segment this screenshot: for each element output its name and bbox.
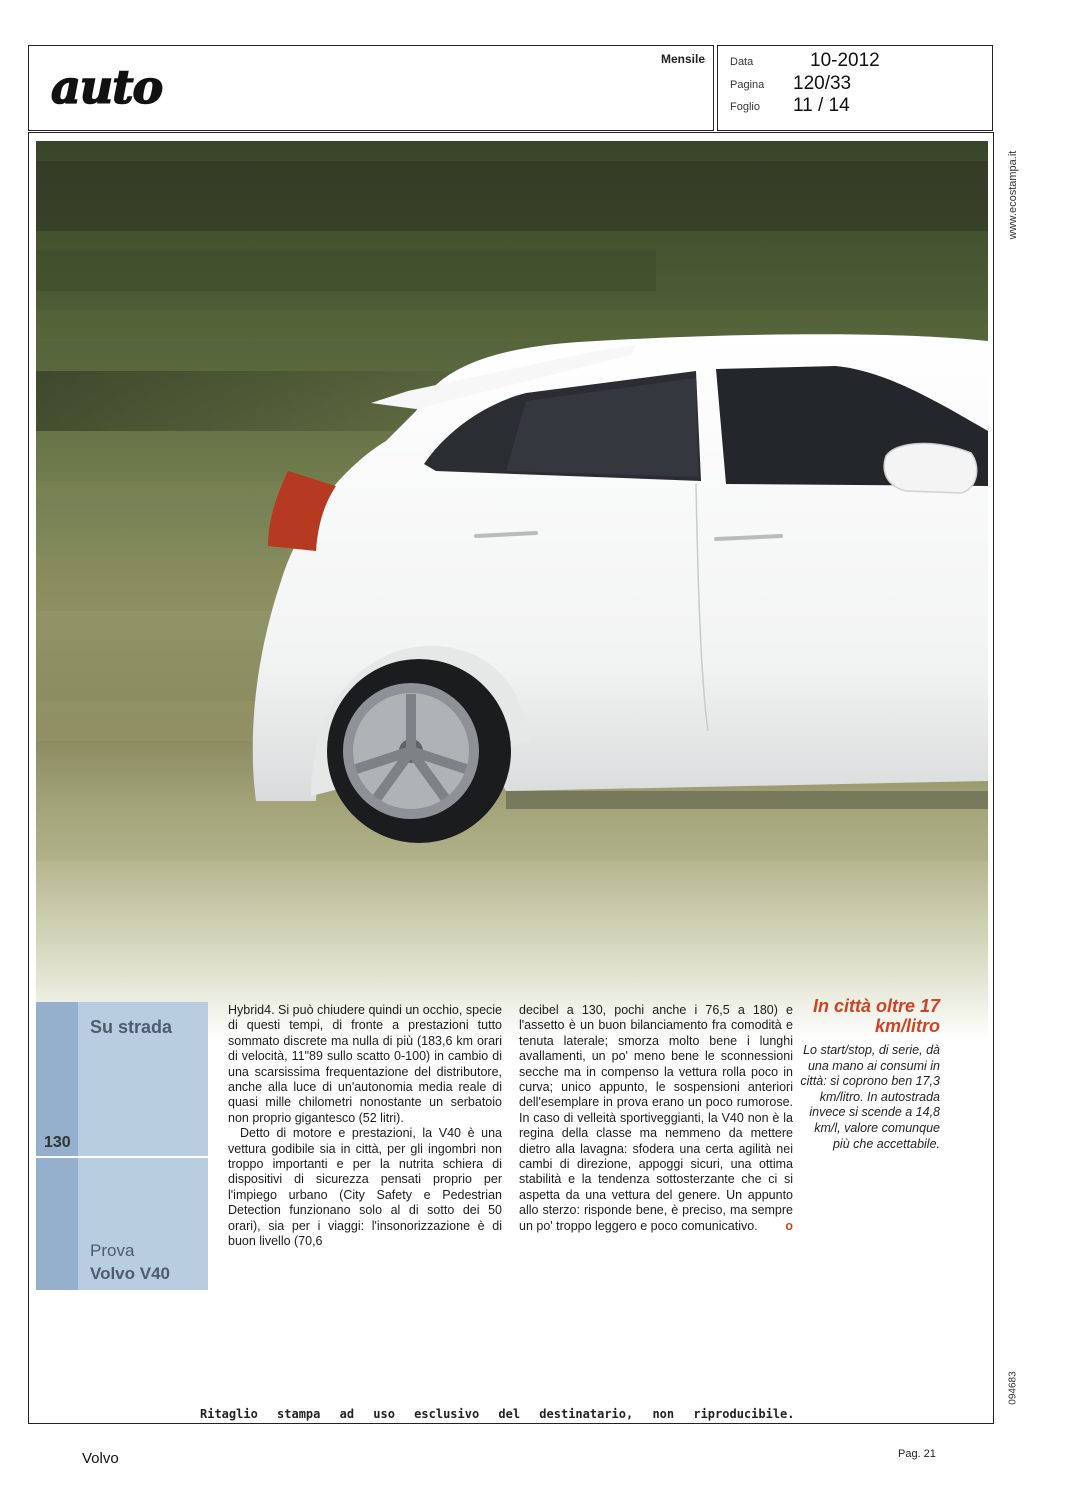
article-column-2 <box>519 1003 793 1234</box>
magazine-page-number: 130 <box>44 1134 71 1151</box>
car-photo <box>36 141 988 1041</box>
header-masthead <box>28 45 714 131</box>
meta-label: Data <box>730 56 754 68</box>
article-paragraph <box>519 1003 793 1234</box>
meta-label: Pagina <box>730 79 765 91</box>
article-paragraph-text: decibel a 130, pochi anche i 76,5 a 180) e l'assetto è un buon bilanciamento fra comodità e tenuta laterale; smorza molto bene i lunghi avallamenti, un po' meno bene le sconnessioni secche ma in compenso la vettura rolla poco in curva; unico appunto, le sospensioni anteriori dell'esemplare in prova erano un poco rumorose. In caso di velleità sportiveggianti, la V40 non è la regina della classe ma nemmeno da mettere dietro alla lavagna: sfodera una certa agilità nei cambi di direzione, appoggi sicuri, una ottima stabilità e la tendenza sottosterzante che ci si aspetta da una vettura del genere. Un appunto allo sterzo: risponde bene, è preciso, ma sempre un po' troppo leggero e poco comunicativo. <box>519 1003 793 1233</box>
meta-value: 120/33 <box>793 73 852 94</box>
car-photo-icon <box>36 141 988 1041</box>
article-paragraph: Hybrid4. Si può chiudere quindi un occhio, specie di questi tempi, di fronte a prestazioni tutto sommato discrete ma nulla di più (183,6 km orari di velocità, 11"89 sullo scatto 0-100) in cambio di una scarsissima frequentazione del distributore, anche alla luce di un'autonomia media reale di quasi mille chilometri nonostante un serbatoio non proprio gigantesco (52 litri). <box>228 1003 502 1125</box>
footer-brand: Volvo <box>82 1450 119 1467</box>
callout-body: Lo start/stop, di serie, dà una mano ai consumi in città: si coprono ben 17,3 km/litro. In autostrada invece si scende a 14,8 km/l, valore comunque più che accettabile. <box>800 1043 940 1151</box>
frequency-label: Mensile <box>660 52 705 66</box>
meta-value: 11 / 14 <box>793 95 850 116</box>
end-of-article-mark: o <box>785 1218 793 1233</box>
model-name: Volvo V40 <box>90 1264 170 1283</box>
sidebar-divider <box>36 1156 208 1158</box>
section-title: Su strada <box>90 1017 173 1037</box>
article-paragraph: Detto di motore e prestazioni, la V40 è una vettura godibile sia in città, per gli ingombri non troppo importanti e per la nutrita schiera di dispositivi di sicurezza pensati proprio per l'impiego urbano (City Safety e Pedestrian Detection funzionano solo al di sotto dei 50 orari), sia per i viaggi: l'insonorizzazione è di buon livello (70,6 <box>228 1126 502 1249</box>
source-url: www.ecostampa.it <box>1007 150 1019 240</box>
section-category: Prova <box>90 1241 135 1260</box>
auto-logo: auto <box>51 60 163 114</box>
footer-page: Pag. 21 <box>898 1448 936 1460</box>
meta-label: Foglio <box>730 101 760 113</box>
header-meta-box <box>717 45 993 131</box>
article-column-1 <box>228 1003 502 1250</box>
callout-title: In città oltre 17 km/litro <box>812 996 940 1036</box>
meta-value: 10-2012 <box>810 50 880 71</box>
reproduction-notice: Ritaglio stampa ad uso esclusivo del destinatario, non riproducibile. <box>200 1407 795 1421</box>
clipping-code: 094683 <box>1007 1371 1019 1405</box>
